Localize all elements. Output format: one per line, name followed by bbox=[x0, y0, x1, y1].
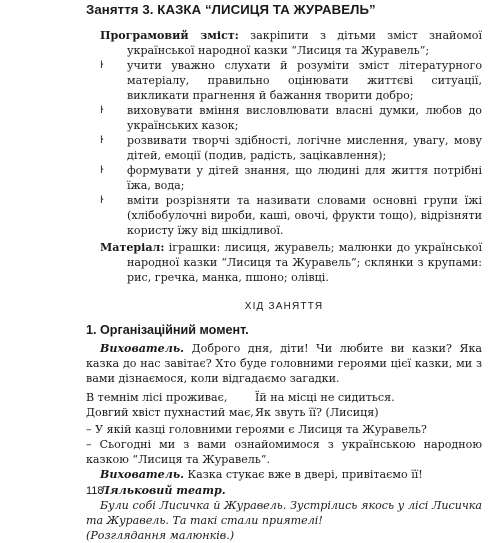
list-item bbox=[100, 133, 482, 163]
lesson-title: Заняття 3. КАЗКА “ЛИСИЦЯ ТА ЖУРАВЕЛЬ” bbox=[86, 2, 376, 17]
riddle-line: Їй на місці не сидиться. bbox=[255, 391, 395, 404]
list-item bbox=[100, 58, 482, 103]
materials-text: іграшки: лисиця, журавель; малюнки до української народної казки “Лисиця та Журавель”; склянки з крупами: рис, гречка, манка, пшоно; олівці. bbox=[127, 241, 482, 284]
bullet-icon: ŀ bbox=[100, 105, 104, 116]
bullet-text: учити уважно слухати й розуміти зміст літературного матеріалу, правильно оцінювати життєві ситуації, викликати прагнення й бажання творити добро; bbox=[127, 59, 482, 102]
puppet-theatre-heading: Ляльковий театр. bbox=[100, 484, 226, 497]
tale-text: Були собі Лисичка й Журавель. Зустрілись якось у лісі Лисичка та Журавель. Та такі стали приятелі! bbox=[86, 499, 482, 527]
bullet-text: виховувати вміння висловлювати власні думки, любов до українських казок; bbox=[127, 104, 482, 132]
list-item bbox=[100, 193, 482, 238]
riddle-right-column bbox=[255, 390, 482, 420]
bullet-icon: ŀ bbox=[100, 195, 104, 206]
bullet-icon: ŀ bbox=[100, 60, 104, 71]
bullet-text: розвивати творчі здібності, логічне мислення, увагу, мову дітей, емоції (подив, радість, зацікавлення); bbox=[127, 134, 482, 162]
intro-paragraph bbox=[86, 341, 482, 386]
course-heading: ХІД ЗАНЯТТЯ bbox=[244, 301, 324, 312]
list-item bbox=[100, 103, 482, 133]
bullet-icon: ŀ bbox=[100, 165, 104, 176]
program-text: закріпити з дітьми зміст знайомої української народної казки “Лисиця та Журавель”; bbox=[127, 29, 482, 57]
knock-text: Казка стукає вже в двері, привітаємо її! bbox=[184, 468, 423, 481]
riddle-line: В темнім лісі проживає, bbox=[86, 391, 228, 404]
tale-note: (Розглядання малюнків.) bbox=[86, 529, 235, 542]
page-content bbox=[86, 28, 482, 543]
speaker-label: Вихователь. bbox=[100, 342, 185, 355]
bullet-icon: ŀ bbox=[100, 135, 104, 146]
riddle-left-column bbox=[86, 390, 255, 420]
materials-label: Матеріал: bbox=[100, 241, 165, 254]
program-label: Програмовий зміст: bbox=[100, 29, 239, 42]
section-heading: 1. Організаційний момент. bbox=[86, 323, 249, 337]
knock-paragraph bbox=[86, 467, 482, 482]
list-item bbox=[100, 163, 482, 193]
speaker-label: Вихователь. bbox=[100, 468, 185, 481]
bullet-text: формувати у дітей знання, що людині для життя потрібні їжа, вода; bbox=[127, 164, 482, 192]
dialog-line: – У якій казці головними героями є Лисиця та Журавель? bbox=[86, 423, 427, 436]
page-number: 118 bbox=[86, 485, 104, 497]
intro-text: Доброго дня, діти! Чи любите ви казки? Яка казка до нас завітає? Хто буде головними героями цієї казки, ми з вами дізнаємося, коли відгадаємо загадки. bbox=[86, 342, 482, 385]
program-content bbox=[100, 28, 482, 285]
riddle bbox=[86, 390, 482, 420]
riddle-line: Як звуть її? (Лисиця) bbox=[255, 406, 379, 419]
program-bullets bbox=[100, 58, 482, 238]
materials bbox=[100, 240, 482, 285]
dialog-line: – Сьогодні ми з вами ознайомимося з українською народною казкою “Лисиця та Журавель”. bbox=[86, 438, 482, 466]
riddle-line: Довгий хвіст пухнастий має, bbox=[86, 406, 254, 419]
bullet-text: вміти розрізняти та називати словами основні групи їжі (хлібобулочні вироби, каші, овочі, фрукти тощо), відрізняти користу їжу від шкідливої. bbox=[127, 194, 482, 237]
program-intro bbox=[100, 28, 482, 58]
